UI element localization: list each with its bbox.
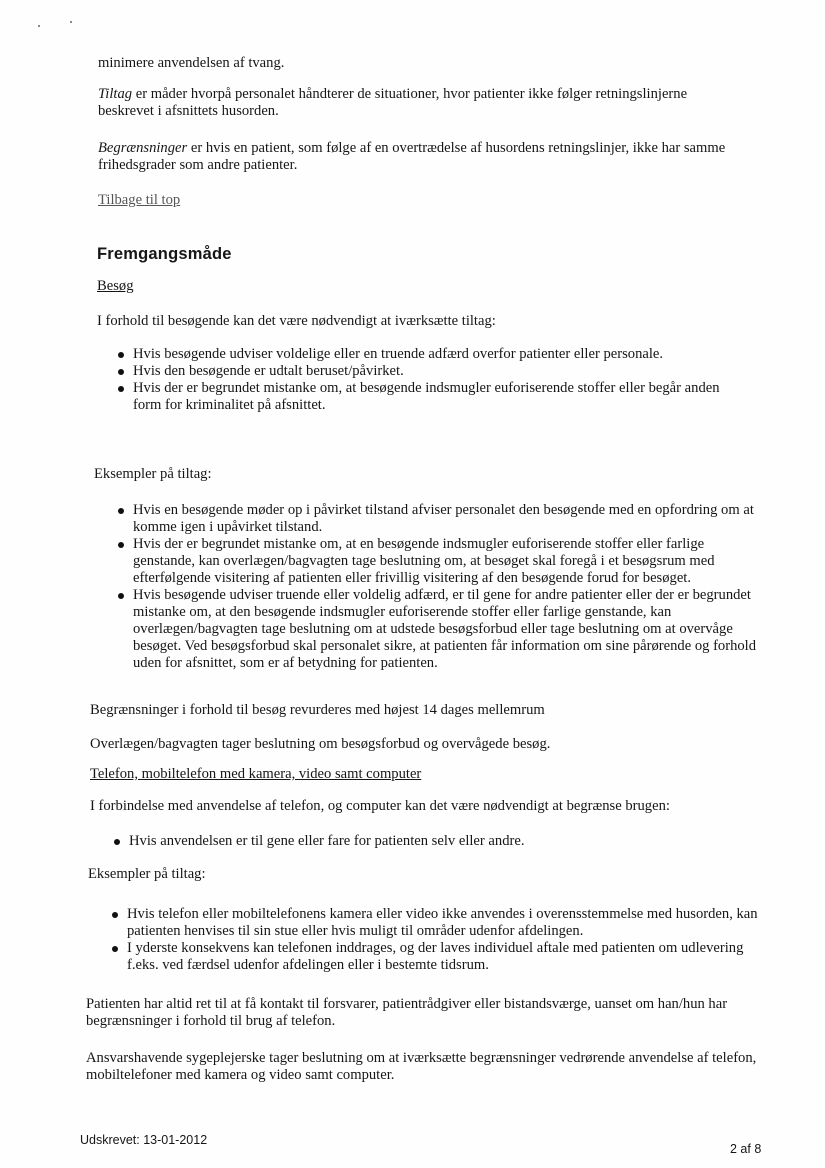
telefon-lead-text: I forbindelse med anvendelse af telefon, og computer kan det være nødvendigt at begrænse brugen: — [90, 798, 670, 814]
besog-examples-list — [117, 502, 757, 672]
besog-decision-text: Overlægen/bagvagten tager beslutning om besøgsforbud og overvågede besøg. — [90, 736, 551, 752]
besog-review-text: Begrænsninger i forhold til besøg revurderes med højest 14 dages mellemrum — [90, 702, 545, 718]
list-item: Hvis der er begrundet mistanke om, at besøgende indsmugler euforiserende stoffer eller begår anden form for kriminalitet på afsnittet. — [117, 380, 747, 414]
tiltag-text: er måder hvorpå personalet håndterer de situationer, hvor patienter ikke følger retningslinjerne beskrevet i afsnittets husorden. — [98, 86, 688, 119]
list-item: Hvis besøgende udviser truende eller voldelig adfærd, er til gene for andre patienter eller der er begrundet mistanke om, at den besøgende indsmugler euforiserende stoffer eller farlige genstande, kan overlægen/bagvagten tage beslutning om at udstede besøgsforbud eller tage beslutning om at overvåge besøget. Ved besøgsforbud skal personalet sikre, at patienten får information om sine pårørende og forhold uden for afsnittet, som er af betydning for patienten. — [117, 587, 757, 672]
telefon-bullet-list — [113, 833, 753, 850]
telefon-responsible-text: Ansvarshavende sygeplejerske tager beslutning om at iværksætte begrænsninger vedrørende anvendelse af telefon, mobiltelefoner med kamera og video samt computer. — [86, 1050, 757, 1083]
telefon-lead — [90, 798, 790, 815]
list-item: Hvis der er begrundet mistanke om, at en besøgende indsmugler euforiserende stoffer eller farlige genstande, kan overlægen/bagvagten tage beslutning om, at besøget skal foregå i et besøgsrum med efterfølgende visitering af patienten eller frivillig visitering af den besøgende forud for besøget. — [117, 536, 757, 587]
begraensninger-text: er hvis en patient, som følge af en overtrædelse af husordens retningslinjer, ikke har samme frihedsgrader som andre patienter. — [98, 140, 726, 173]
examples-label-text: Eksempler på tiltag: — [94, 466, 212, 482]
begraensninger-definition — [98, 140, 758, 174]
list-item: Hvis telefon eller mobiltelefonens kamera eller video ikke anvendes i overensstemmelse med husorden, kan patienten henvises til sin stue eller hvis muligt til områder udenfor afdelingen. — [111, 906, 761, 940]
telefon-subheading — [90, 766, 421, 783]
intro-line — [98, 55, 284, 72]
besog-subheading-text: Besøg — [97, 278, 134, 294]
besog-review — [90, 702, 545, 719]
besog-lead-text: I forhold til besøgende kan det være nødvendigt at iværksætte tiltag: — [97, 313, 496, 329]
list-item: I yderste konsekvens kan telefonen inddrages, og der laves individuel aftale med patienten om udlevering f.eks. ved færdsel udenfor afdelingen eller i bestemte tidsrum. — [111, 940, 761, 974]
list-item: Hvis den besøgende er udtalt beruset/påvirket. — [117, 363, 747, 380]
scan-speck — [38, 25, 40, 27]
tiltag-term: Tiltag — [98, 86, 133, 102]
list-item: Hvis besøgende udviser voldelige eller en truende adfærd overfor patienter eller personale. — [117, 346, 747, 363]
telefon-rights — [86, 996, 766, 1030]
besog-examples-label — [94, 466, 212, 483]
telefon-responsible — [86, 1050, 766, 1084]
section-heading: Fremgangsmåde — [97, 245, 232, 263]
tiltag-definition — [98, 86, 728, 120]
telefon-subheading-text: Telefon, mobiltelefon med kamera, video samt computer — [90, 766, 422, 782]
besog-bullet-list — [117, 346, 747, 414]
intro-text: minimere anvendelsen af tvang. — [98, 55, 285, 71]
back-to-top-link[interactable]: Tilbage til top — [98, 192, 181, 208]
telefon-examples-list — [111, 906, 761, 974]
besog-lead — [97, 313, 496, 330]
list-item: Hvis en besøgende møder op i påvirket tilstand afviser personalet den besøgende med en opfordring om at komme igen i upåvirket tilstand. — [117, 502, 757, 536]
page-number: 2 af 8 — [730, 1142, 762, 1156]
back-to-top — [98, 192, 180, 209]
examples-label-text: Eksempler på tiltag: — [88, 866, 206, 882]
besog-subheading — [97, 278, 133, 295]
besog-decision — [90, 736, 550, 753]
list-item: Hvis anvendelsen er til gene eller fare for patienten selv eller andre. — [113, 833, 753, 850]
telefon-rights-text: Patienten har altid ret til at få kontakt til forsvarer, patientrådgiver eller bistandsværge, uanset om han/hun har begrænsninger i forhold til brug af telefon. — [86, 996, 728, 1029]
printed-date: Udskrevet: 13-01-2012 — [80, 1133, 208, 1147]
begraensninger-term: Begrænsninger — [98, 140, 188, 156]
scan-speck — [70, 21, 72, 23]
telefon-examples-label — [88, 866, 206, 883]
